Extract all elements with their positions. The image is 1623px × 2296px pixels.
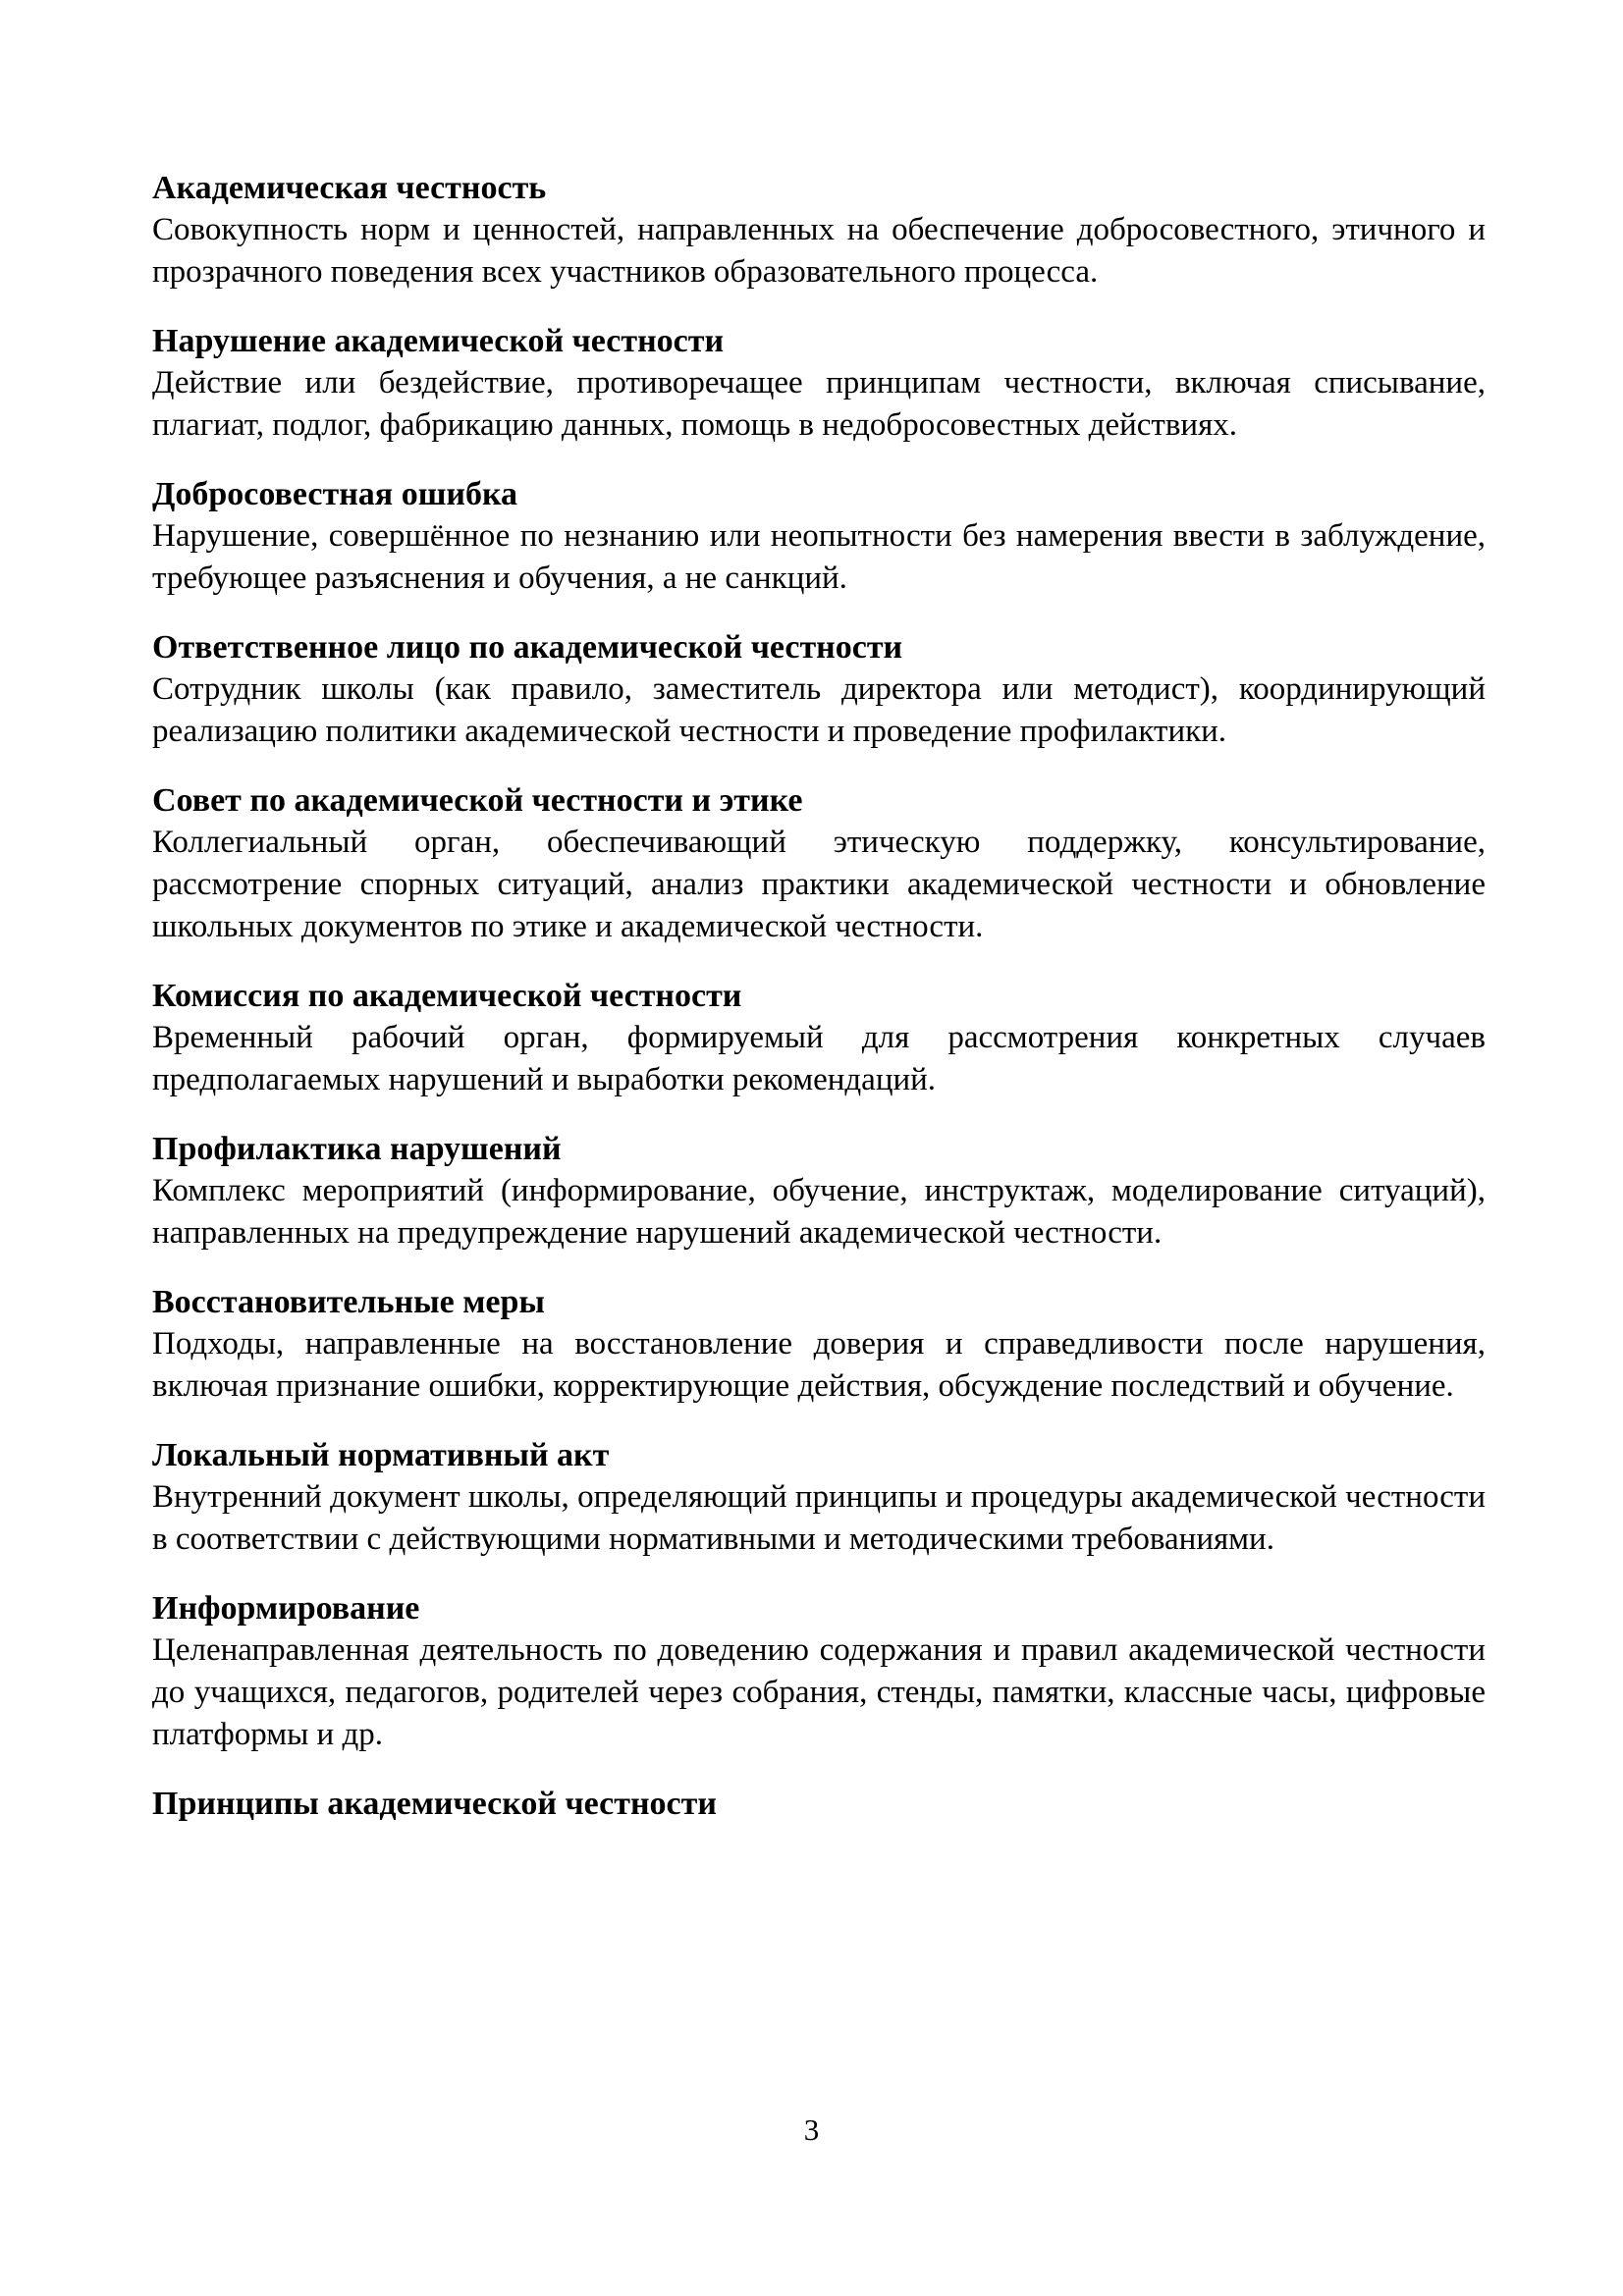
page-number: 3 <box>803 2112 820 2147</box>
term-title: Комиссия по академической честности <box>152 978 742 1014</box>
term-section <box>152 167 1486 294</box>
term-title: Совет по академической честности и этике <box>152 782 803 819</box>
term-title: Принципы академической честности <box>152 1786 717 1822</box>
term-section <box>152 779 1486 948</box>
term-section <box>152 320 1486 447</box>
term-section <box>152 1281 1486 1408</box>
term-section <box>152 1128 1486 1255</box>
term-title: Академическая честность <box>152 170 547 206</box>
term-section <box>152 1434 1486 1561</box>
term-section <box>152 1783 1486 1825</box>
term-title: Нарушение академической честности <box>152 323 725 359</box>
term-definition: Действие или бездействие, противоречащее принципам честности, включая списывание, плагиат, подлог, фабрикацию данных, помощь в недобросовестных действиях. <box>152 365 1486 443</box>
term-definition: Нарушение, совершённое по незнанию или неопытности без намерения ввести в заблуждение, требующее разъяснения и обучения, а не санкций. <box>152 518 1486 596</box>
term-title: Ответственное лицо по академической честности <box>152 629 903 666</box>
term-section <box>152 1587 1486 1756</box>
term-definition: Внутренний документ школы, определяющий принципы и процедуры академической честности в соответствии с действующими нормативными и методическими требованиями. <box>152 1479 1486 1557</box>
term-definition: Целенаправленная деятельность по доведению содержания и правил академической честности до учащихся, педагогов, родителей через собрания, стенды, памятки, классные часы, цифровые платформы и др. <box>152 1632 1486 1752</box>
term-section <box>152 473 1486 600</box>
term-title: Информирование <box>152 1590 420 1627</box>
term-definition: Коллегиальный орган, обеспечивающий этическую поддержку, консультирование, рассмотрение спорных ситуаций, анализ практики академической честности и обновление школьных документов по этике и академической честности. <box>152 825 1486 944</box>
glossary-content <box>152 167 1486 1825</box>
term-definition: Подходы, направленные на восстановление доверия и справедливости после нарушения, включая признание ошибки, корректирующие действия, обсуждение последствий и обучение. <box>152 1326 1486 1404</box>
term-definition: Комплекс мероприятий (информирование, обучение, инструктаж, моделирование ситуаций), направленных на предупреждение нарушений академической честности. <box>152 1173 1486 1251</box>
term-title: Профилактика нарушений <box>152 1131 562 1167</box>
term-definition: Временный рабочий орган, формируемый для рассмотрения конкретных случаев предполагаемых нарушений и выработки рекомендаций. <box>152 1020 1486 1097</box>
term-section <box>152 975 1486 1101</box>
term-section <box>152 626 1486 753</box>
term-title: Добросовестная ошибка <box>152 476 518 512</box>
term-title: Локальный нормативный акт <box>152 1437 610 1473</box>
term-definition: Совокупность норм и ценностей, направленных на обеспечение добросовестного, этичного и прозрачного поведения всех участников образовательного процесса. <box>152 212 1486 290</box>
term-title: Восстановительные меры <box>152 1284 545 1320</box>
term-definition: Сотрудник школы (как правило, заместитель директора или методист), координирующий реализацию политики академической честности и проведение профилактики. <box>152 671 1486 749</box>
